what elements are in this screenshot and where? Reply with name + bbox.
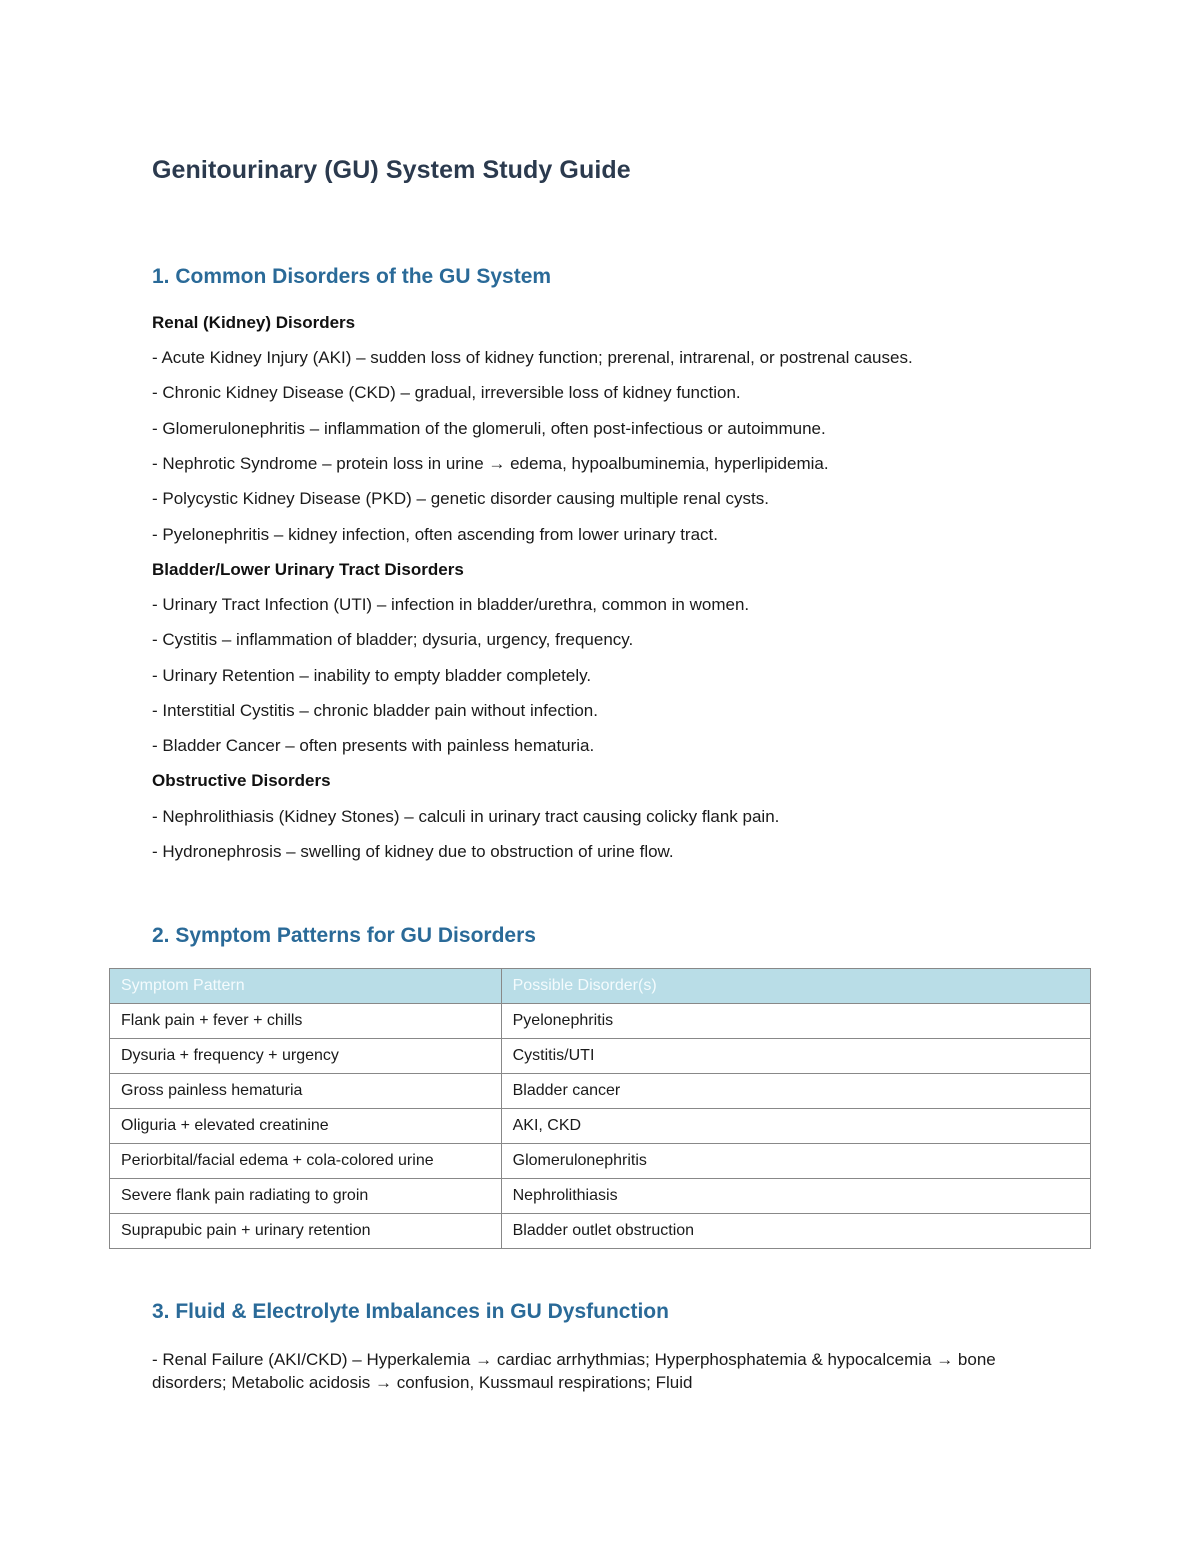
obstructive-disorders-heading: Obstructive Disorders (152, 771, 331, 790)
document-title: Genitourinary (GU) System Study Guide (152, 156, 631, 184)
table-row (110, 1004, 1091, 1039)
list-item: - Interstitial Cystitis – chronic bladder pain without infection. (152, 701, 598, 720)
table-cell-disorder: Glomerulonephritis (501, 1144, 1090, 1179)
table-cell-disorder: Pyelonephritis (501, 1004, 1090, 1039)
table-row (110, 1179, 1091, 1214)
list-item: - Glomerulonephritis – inflammation of the glomeruli, often post-infectious or autoimmune. (152, 419, 826, 438)
section-2-heading: 2. Symptom Patterns for GU Disorders (152, 924, 536, 947)
table-cell-disorder: AKI, CKD (501, 1109, 1090, 1144)
list-item: - Urinary Retention – inability to empty bladder completely. (152, 666, 592, 685)
table-cell-symptom: Gross painless hematuria (110, 1074, 502, 1109)
table-cell-symptom: Severe flank pain radiating to groin (110, 1179, 502, 1214)
table-row (110, 1144, 1091, 1179)
renal-failure-paragraph: - Renal Failure (AKI/CKD) – Hyperkalemia → cardiac arrhythmias; Hyperphosphatemia & hypocalcemia → bone disorders; Metabolic acidosis → confusion, Kussmaul respirations; Fluid (152, 1350, 996, 1392)
section-1-heading: 1. Common Disorders of the GU System (152, 265, 552, 288)
list-item: - Chronic Kidney Disease (CKD) – gradual, irreversible loss of kidney function. (152, 383, 741, 402)
list-item: - Polycystic Kidney Disease (PKD) – genetic disorder causing multiple renal cysts. (152, 489, 769, 508)
column-header-symptom-pattern: Symptom Pattern (110, 969, 502, 1004)
table-cell-symptom: Suprapubic pain + urinary retention (110, 1214, 502, 1249)
section-3-heading: 3. Fluid & Electrolyte Imbalances in GU Dysfunction (152, 1300, 669, 1323)
table-cell-symptom: Dysuria + frequency + urgency (110, 1039, 502, 1074)
list-item: - Nephrolithiasis (Kidney Stones) – calculi in urinary tract causing colicky flank pain. (152, 807, 780, 826)
list-item: - Hydronephrosis – swelling of kidney due to obstruction of urine flow. (152, 842, 674, 861)
table-cell-disorder: Bladder cancer (501, 1074, 1090, 1109)
list-item: - Nephrotic Syndrome – protein loss in urine → edema, hypoalbuminemia, hyperlipidemia. (152, 454, 829, 473)
table-row (110, 1074, 1091, 1109)
table-cell-disorder: Cystitis/UTI (501, 1039, 1090, 1074)
table-row (110, 1109, 1091, 1144)
table-cell-disorder: Nephrolithiasis (501, 1179, 1090, 1214)
table-row (110, 1214, 1091, 1249)
renal-disorders-heading: Renal (Kidney) Disorders (152, 313, 356, 332)
table-cell-symptom: Oliguria + elevated creatinine (110, 1109, 502, 1144)
table-cell-symptom: Flank pain + fever + chills (110, 1004, 502, 1039)
table-header-row (110, 969, 1091, 1004)
table-row (110, 1039, 1091, 1074)
list-item: - Pyelonephritis – kidney infection, often ascending from lower urinary tract. (152, 525, 718, 544)
symptom-patterns-table (109, 968, 1091, 1249)
bladder-disorders-heading: Bladder/Lower Urinary Tract Disorders (152, 560, 464, 579)
list-item: - Cystitis – inflammation of bladder; dysuria, urgency, frequency. (152, 630, 634, 649)
list-item: - Bladder Cancer – often presents with painless hematuria. (152, 736, 595, 755)
column-header-possible-disorders: Possible Disorder(s) (501, 969, 1090, 1004)
list-item: - Acute Kidney Injury (AKI) – sudden loss of kidney function; prerenal, intrarenal, or postrenal causes. (152, 348, 913, 367)
list-item: - Urinary Tract Infection (UTI) – infection in bladder/urethra, common in women. (152, 595, 750, 614)
table-cell-disorder: Bladder outlet obstruction (501, 1214, 1090, 1249)
table-cell-symptom: Periorbital/facial edema + cola-colored urine (110, 1144, 502, 1179)
